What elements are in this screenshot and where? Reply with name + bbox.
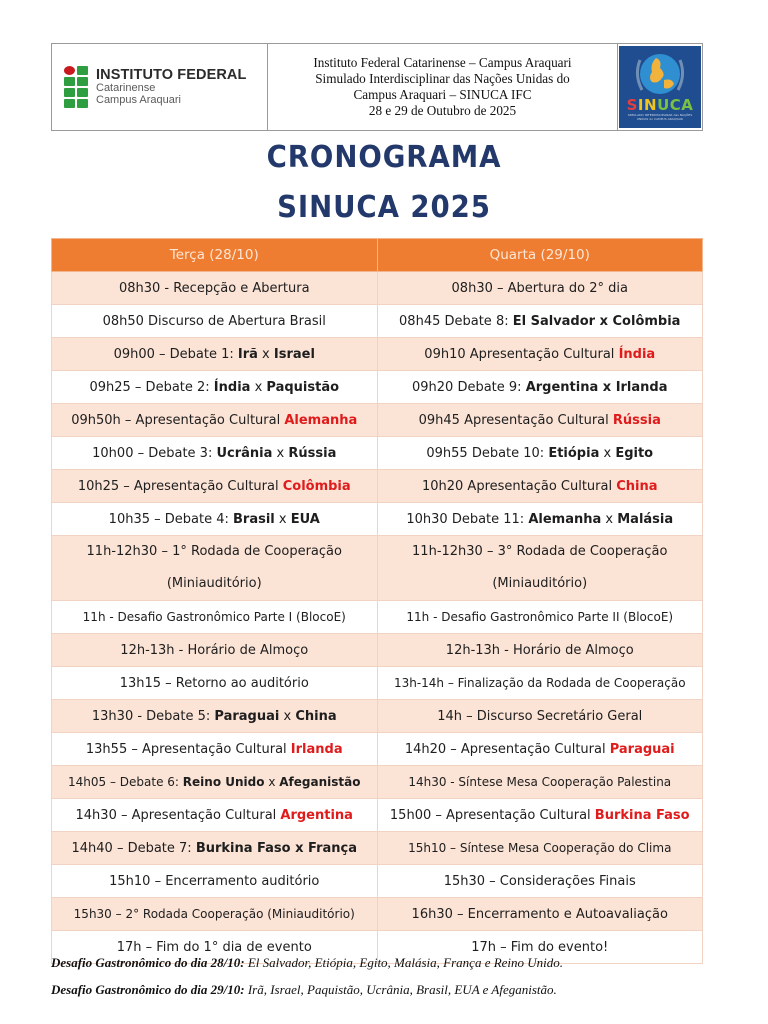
wednesday-cell [377,799,703,832]
cell-text: 08h30 - Recepção e Abertura [118,280,310,296]
cell-text: x [274,511,291,527]
schedule-row [52,305,703,338]
note-text: El Salvador, Etiópia, Egito, Malásia, França e Reino Unido. [244,955,564,970]
cell-text: 15h00 – Apresentação Cultural [389,807,595,823]
cell-text: x [279,708,296,724]
column-header-tuesday: Terça (28/10) [52,239,378,272]
schedule-row [52,766,703,799]
schedule-table [51,238,703,964]
wednesday-cell [377,898,703,931]
note-label: Desafio Gastronômico do dia 28/10: [51,955,245,970]
schedule-row [52,338,703,371]
notes-section [51,955,751,1009]
cell-text: 13h30 - Debate 5: [91,708,215,724]
wednesday-cell [377,272,703,305]
cell-text: 10h25 – Apresentação Cultural [77,478,283,494]
country-name: Burkina Faso x França [195,840,358,856]
tuesday-cell [52,601,378,634]
cell-text: 09h20 Debate 9: [412,379,526,395]
wednesday-cell [377,733,703,766]
cell-text: 09h55 Debate 10: [426,445,549,461]
schedule-row [52,437,703,470]
if-logo [52,44,268,130]
if-logo-line2: Campus Araquari [96,93,181,106]
country-name: Argentina x Irlanda [525,379,668,395]
country-name: Alemanha [528,511,602,527]
wednesday-cell [377,634,703,667]
tuesday-cell [52,470,378,503]
header-line: Simulado Interdisciplinar das Nações Unidas do [315,71,570,86]
schedule-row [52,634,703,667]
wednesday-cell [377,865,703,898]
schedule-row [52,371,703,404]
cell-text: 13h15 – Retorno ao auditório [119,675,309,691]
wednesday-cell [377,470,703,503]
cell-text: 10h20 Apresentação Cultural [421,478,617,494]
wednesday-cell [377,404,703,437]
cell-text: 14h20 – Apresentação Cultural [404,741,610,757]
country-name: Malásia [617,511,674,527]
header-line: Campus Araquari – SINUCA IFC [353,87,532,102]
note-label: Desafio Gastronômico do dia 29/10: [51,982,245,997]
schedule-row [52,700,703,733]
tuesday-cell [52,404,378,437]
country-highlight: Paraguai [609,741,675,757]
tuesday-cell [52,865,378,898]
tuesday-cell [52,700,378,733]
cell-text: 09h00 – Debate 1: [113,346,238,362]
cell-text: 09h50h – Apresentação Cultural [71,412,285,428]
cell-text: 11h - Desafio Gastronômico Parte II (BlocoE) [406,610,674,624]
cell-text: 09h25 – Debate 2: [89,379,214,395]
tuesday-cell [52,634,378,667]
schedule-row [52,503,703,536]
cell-text: x [601,511,618,527]
cell-text: 14h – Discurso Secretário Geral [437,708,643,724]
country-highlight: Burkina Faso [594,807,690,823]
country-name: Afeganistão [279,775,361,789]
cell-text: 16h30 – Encerramento e Autoavaliação [411,906,668,922]
tuesday-cell [52,503,378,536]
cell-text: x [599,445,616,461]
wednesday-cell [377,601,703,634]
cell-text: x [257,346,274,362]
sinuca-logo [619,46,701,128]
cell-text: 08h50 Discurso de Abertura Brasil [102,313,326,329]
country-name: Paquistão [266,379,340,395]
cell-text: 11h-12h30 – 1° Rodada de Cooperação (Miniauditório) [86,544,342,591]
cell-text: 12h-13h - Horário de Almoço [120,642,309,658]
cell-text: x [264,775,280,789]
tuesday-cell [52,371,378,404]
tuesday-cell [52,536,378,601]
schedule-row [52,733,703,766]
schedule-row [52,404,703,437]
tuesday-cell [52,898,378,931]
country-name: Índia [213,379,251,395]
cell-text: 15h30 – 2° Rodada Cooperação (Miniauditório) [73,907,355,921]
tuesday-cell [52,437,378,470]
schedule-row [52,536,703,601]
country-highlight: Irlanda [290,741,343,757]
country-name: El Salvador x Colômbia [512,313,681,329]
cell-text: 09h45 Apresentação Cultural [418,412,613,428]
wednesday-cell [377,503,703,536]
schedule-row [52,832,703,865]
tuesday-cell [52,766,378,799]
cell-text: 11h - Desafio Gastronômico Parte I (BlocoE) [82,610,346,624]
country-name: Brasil [233,511,275,527]
cell-text: x [250,379,267,395]
country-highlight: Rússia [612,412,661,428]
country-highlight: Colômbia [282,478,351,494]
schedule-row [52,898,703,931]
tuesday-cell [52,305,378,338]
note-day1 [51,955,751,971]
document-header [51,43,703,131]
note-day2 [51,982,751,998]
tuesday-cell [52,338,378,371]
sinuca-wordmark: SINUCA [626,96,694,114]
if-logo-title: INSTITUTO FEDERAL [96,66,247,83]
country-highlight: Índia [618,346,656,362]
country-name: Etiópia [548,445,600,461]
tuesday-cell [52,667,378,700]
country-name: Paraguai [214,708,280,724]
country-name: Irã [237,346,258,362]
cell-text: 14h30 - Síntese Mesa Cooperação Palestina [408,775,672,789]
cell-text: 08h45 Debate 8: [399,313,513,329]
cell-text: x [272,445,289,461]
note-text: Irã, Israel, Paquistão, Ucrânia, Brasil, EUA e Afeganistão. [244,982,557,997]
tuesday-cell [52,832,378,865]
cell-text: 14h05 – Debate 6: [68,775,183,789]
country-highlight: China [616,478,658,494]
wednesday-cell [377,437,703,470]
wednesday-cell [377,338,703,371]
cell-text: 08h30 – Abertura do 2° dia [451,280,628,296]
schedule-row [52,799,703,832]
header-line: 28 e 29 de Outubro de 2025 [368,103,517,118]
cell-text: 10h30 Debate 11: [406,511,529,527]
cell-text: 15h30 – Considerações Finais [443,873,636,889]
country-name: Ucrânia [216,445,273,461]
wednesday-cell [377,371,703,404]
cell-text: 17h – Fim do evento! [471,939,609,955]
cell-text: 13h-14h – Finalização da Rodada de Cooperação [393,676,686,690]
tuesday-cell [52,733,378,766]
country-name: Reino Unido [182,775,265,789]
cell-text: 15h10 – Síntese Mesa Cooperação do Clima [408,841,672,855]
wednesday-cell [377,766,703,799]
cell-text: 09h10 Apresentação Cultural [424,346,619,362]
country-highlight: Argentina [280,807,353,823]
country-name: EUA [290,511,320,527]
country-name: Egito [615,445,654,461]
country-name: Israel [273,346,315,362]
schedule-row [52,601,703,634]
country-name: Rússia [288,445,337,461]
cell-text: 12h-13h - Horário de Almoço [445,642,634,658]
tuesday-cell [52,799,378,832]
schedule-row [52,272,703,305]
sinuca-logo-cell [618,44,702,130]
schedule-row [52,865,703,898]
page-title-line2: SINUCA 2025 [277,190,491,225]
cell-text: 14h40 – Debate 7: [71,840,196,856]
wednesday-cell [377,700,703,733]
wednesday-cell [377,667,703,700]
header-institution-text [268,44,618,130]
column-header-wednesday: Quarta (29/10) [377,239,703,272]
if-logo-icon [64,66,88,108]
cell-text: 17h – Fim do 1° dia de evento [116,939,312,955]
wednesday-cell [377,832,703,865]
wednesday-cell [377,536,703,601]
schedule-row [52,470,703,503]
country-name: China [295,708,337,724]
sinuca-tagline: SIMULADO INTERDISCIPLINAR das NAÇÕES UNIDAS do CAMPUS ARAQUARI [627,113,693,121]
cell-text: 10h35 – Debate 4: [108,511,233,527]
country-highlight: Alemanha [284,412,358,428]
schedule-row [52,667,703,700]
header-line: Instituto Federal Catarinense – Campus Araquari [313,55,572,70]
un-globe-icon [632,50,688,100]
tuesday-cell [52,272,378,305]
cell-text: 13h55 – Apresentação Cultural [85,741,291,757]
if-logo-line1: Catarinense [96,82,156,95]
page-title-line1: CRONOGRAMA [266,140,502,175]
cell-text: 15h10 – Encerramento auditório [109,873,320,889]
cell-text: 11h-12h30 – 3° Rodada de Cooperação (Miniauditório) [412,544,668,591]
wednesday-cell [377,305,703,338]
cell-text: 10h00 – Debate 3: [92,445,217,461]
cell-text: 14h30 – Apresentação Cultural [75,807,281,823]
